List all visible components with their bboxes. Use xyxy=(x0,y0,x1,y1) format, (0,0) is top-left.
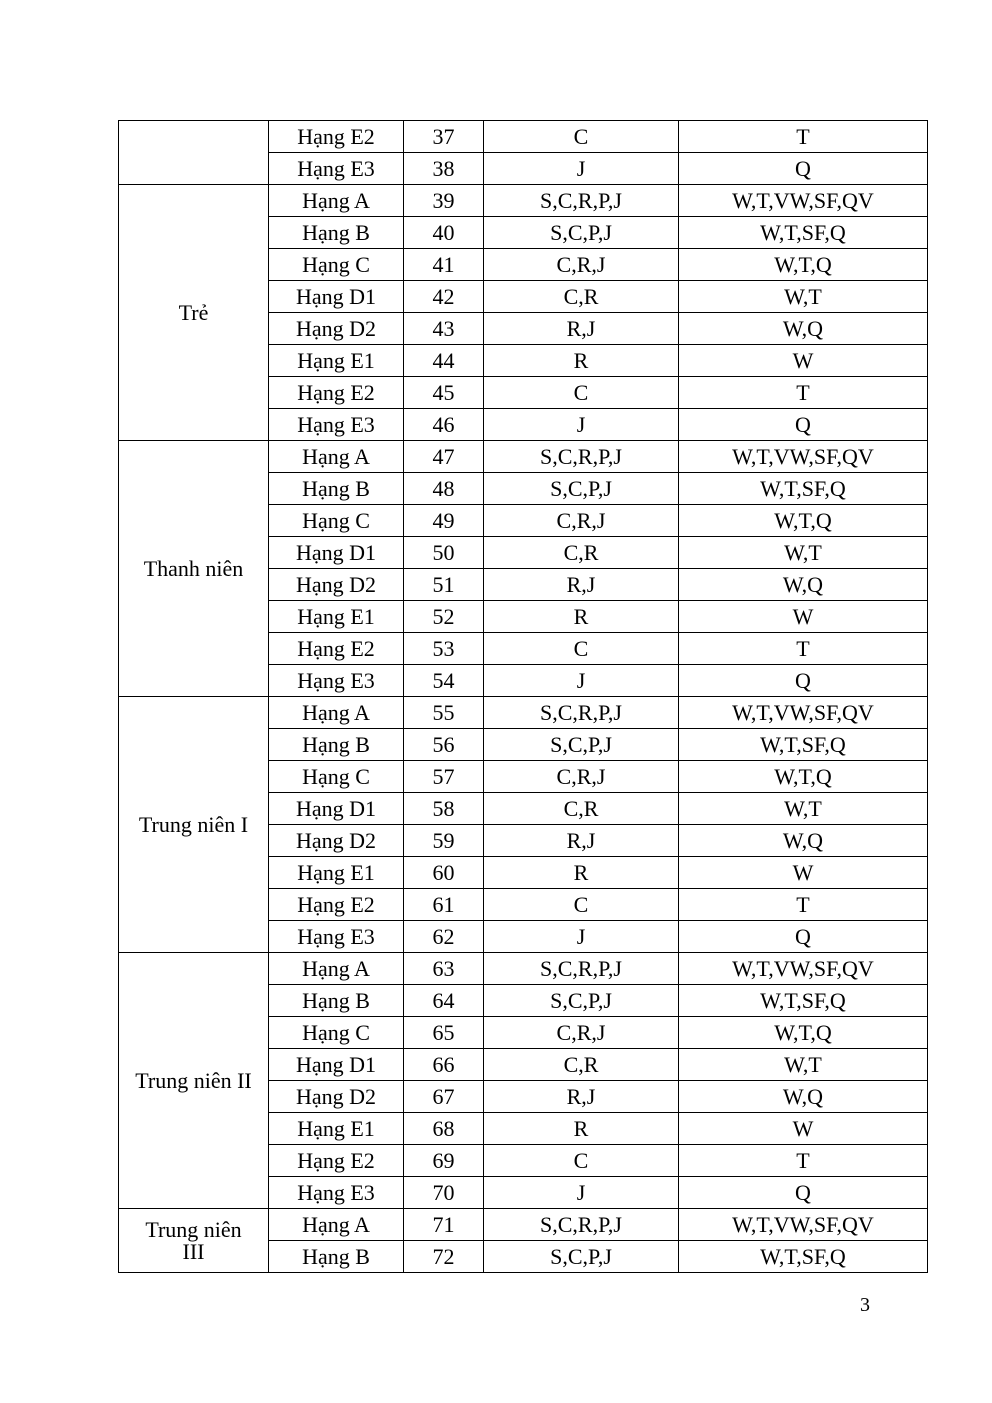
number-cell: 37 xyxy=(404,121,484,153)
rank-cell: Hạng C xyxy=(269,249,404,281)
events-a-cell: C xyxy=(484,633,679,665)
group-label-cell: Trung niên III xyxy=(119,1209,269,1273)
number-cell: 50 xyxy=(404,537,484,569)
rank-cell: Hạng A xyxy=(269,185,404,217)
number-cell: 40 xyxy=(404,217,484,249)
rank-cell: Hạng E1 xyxy=(269,601,404,633)
events-b-cell: W,T xyxy=(679,281,928,313)
events-b-cell: T xyxy=(679,889,928,921)
events-a-cell: R,J xyxy=(484,825,679,857)
number-cell: 42 xyxy=(404,281,484,313)
events-b-cell: W,T,SF,Q xyxy=(679,217,928,249)
events-b-cell: W,T xyxy=(679,793,928,825)
rank-cell: Hạng E3 xyxy=(269,409,404,441)
events-a-cell: C xyxy=(484,121,679,153)
events-b-cell: Q xyxy=(679,409,928,441)
table-row xyxy=(119,953,928,985)
rank-cell: Hạng E3 xyxy=(269,153,404,185)
events-b-cell: W,T xyxy=(679,537,928,569)
events-a-cell: R,J xyxy=(484,569,679,601)
events-b-cell: W,T,VW,SF,QV xyxy=(679,441,928,473)
rank-cell: Hạng B xyxy=(269,1241,404,1273)
number-cell: 71 xyxy=(404,1209,484,1241)
rank-cell: Hạng B xyxy=(269,729,404,761)
events-b-cell: T xyxy=(679,633,928,665)
events-b-cell: W,T,Q xyxy=(679,761,928,793)
events-b-cell: W,T,SF,Q xyxy=(679,729,928,761)
number-cell: 48 xyxy=(404,473,484,505)
rank-cell: Hạng E2 xyxy=(269,889,404,921)
number-cell: 57 xyxy=(404,761,484,793)
rank-cell: Hạng D2 xyxy=(269,1081,404,1113)
events-a-cell: C,R,J xyxy=(484,1017,679,1049)
rank-cell: Hạng D2 xyxy=(269,825,404,857)
number-cell: 47 xyxy=(404,441,484,473)
table-row xyxy=(119,185,928,217)
events-a-cell: C xyxy=(484,377,679,409)
number-cell: 49 xyxy=(404,505,484,537)
events-b-cell: W,T,SF,Q xyxy=(679,985,928,1017)
number-cell: 41 xyxy=(404,249,484,281)
number-cell: 72 xyxy=(404,1241,484,1273)
events-b-cell: W xyxy=(679,345,928,377)
rank-cell: Hạng E3 xyxy=(269,921,404,953)
rank-cell: Hạng E3 xyxy=(269,1177,404,1209)
events-a-cell: R,J xyxy=(484,1081,679,1113)
number-cell: 64 xyxy=(404,985,484,1017)
rank-cell: Hạng B xyxy=(269,217,404,249)
events-b-cell: W,Q xyxy=(679,313,928,345)
events-a-cell: S,C,P,J xyxy=(484,217,679,249)
events-b-cell: W,Q xyxy=(679,825,928,857)
rank-cell: Hạng C xyxy=(269,761,404,793)
events-a-cell: R xyxy=(484,1113,679,1145)
rank-cell: Hạng E1 xyxy=(269,1113,404,1145)
number-cell: 65 xyxy=(404,1017,484,1049)
group-label-cell: Trẻ xyxy=(119,185,269,441)
events-b-cell: W,T,VW,SF,QV xyxy=(679,185,928,217)
rank-cell: Hạng E2 xyxy=(269,1145,404,1177)
rank-cell: Hạng B xyxy=(269,985,404,1017)
events-b-cell: W,T,VW,SF,QV xyxy=(679,697,928,729)
events-a-cell: S,C,R,P,J xyxy=(484,697,679,729)
number-cell: 53 xyxy=(404,633,484,665)
events-a-cell: J xyxy=(484,409,679,441)
events-a-cell: C,R xyxy=(484,281,679,313)
table-row xyxy=(119,121,928,153)
events-a-cell: C,R,J xyxy=(484,505,679,537)
number-cell: 66 xyxy=(404,1049,484,1081)
events-b-cell: W xyxy=(679,857,928,889)
number-cell: 59 xyxy=(404,825,484,857)
page-number: 3 xyxy=(860,1294,870,1316)
events-b-cell: W,T,SF,Q xyxy=(679,1241,928,1273)
number-cell: 56 xyxy=(404,729,484,761)
rank-cell: Hạng D1 xyxy=(269,281,404,313)
events-b-cell: T xyxy=(679,121,928,153)
rank-cell: Hạng A xyxy=(269,441,404,473)
events-a-cell: J xyxy=(484,921,679,953)
number-cell: 38 xyxy=(404,153,484,185)
events-a-cell: S,C,P,J xyxy=(484,473,679,505)
events-b-cell: W xyxy=(679,601,928,633)
events-a-cell: R xyxy=(484,857,679,889)
rank-cell: Hạng A xyxy=(269,697,404,729)
group-label-cell: Trung niên I xyxy=(119,697,269,953)
rank-cell: Hạng E2 xyxy=(269,121,404,153)
events-b-cell: W,T,SF,Q xyxy=(679,473,928,505)
number-cell: 60 xyxy=(404,857,484,889)
rank-cell: Hạng D2 xyxy=(269,313,404,345)
events-a-cell: C,R,J xyxy=(484,249,679,281)
table-row xyxy=(119,441,928,473)
group-label-cell: Trung niên II xyxy=(119,953,269,1209)
rank-cell: Hạng D2 xyxy=(269,569,404,601)
events-a-cell: S,C,R,P,J xyxy=(484,953,679,985)
events-a-cell: S,C,R,P,J xyxy=(484,185,679,217)
events-b-cell: Q xyxy=(679,153,928,185)
group-label-cell xyxy=(119,121,269,185)
events-a-cell: C,R xyxy=(484,793,679,825)
events-b-cell: W,T,Q xyxy=(679,505,928,537)
events-a-cell: J xyxy=(484,1177,679,1209)
number-cell: 43 xyxy=(404,313,484,345)
rank-cell: Hạng D1 xyxy=(269,1049,404,1081)
number-cell: 62 xyxy=(404,921,484,953)
number-cell: 58 xyxy=(404,793,484,825)
events-b-cell: W,T,VW,SF,QV xyxy=(679,953,928,985)
rank-cell: Hạng E1 xyxy=(269,345,404,377)
events-a-cell: C,R xyxy=(484,537,679,569)
events-a-cell: C,R xyxy=(484,1049,679,1081)
rank-cell: Hạng A xyxy=(269,953,404,985)
rank-cell: Hạng C xyxy=(269,505,404,537)
number-cell: 39 xyxy=(404,185,484,217)
events-b-cell: W,T xyxy=(679,1049,928,1081)
events-a-cell: S,C,R,P,J xyxy=(484,1209,679,1241)
events-b-cell: T xyxy=(679,1145,928,1177)
events-b-cell: W,Q xyxy=(679,1081,928,1113)
number-cell: 44 xyxy=(404,345,484,377)
rank-cell: Hạng C xyxy=(269,1017,404,1049)
rank-cell: Hạng E1 xyxy=(269,857,404,889)
ranking-table xyxy=(118,120,928,1273)
table-row xyxy=(119,697,928,729)
events-b-cell: W,T,VW,SF,QV xyxy=(679,1209,928,1241)
events-b-cell: W,Q xyxy=(679,569,928,601)
number-cell: 46 xyxy=(404,409,484,441)
number-cell: 51 xyxy=(404,569,484,601)
events-a-cell: C,R,J xyxy=(484,761,679,793)
events-a-cell: J xyxy=(484,665,679,697)
table-row xyxy=(119,1209,928,1241)
number-cell: 69 xyxy=(404,1145,484,1177)
events-b-cell: W xyxy=(679,1113,928,1145)
rank-cell: Hạng E2 xyxy=(269,633,404,665)
number-cell: 63 xyxy=(404,953,484,985)
number-cell: 70 xyxy=(404,1177,484,1209)
rank-cell: Hạng D1 xyxy=(269,793,404,825)
events-a-cell: S,C,R,P,J xyxy=(484,441,679,473)
number-cell: 61 xyxy=(404,889,484,921)
events-a-cell: J xyxy=(484,153,679,185)
events-b-cell: W,T,Q xyxy=(679,1017,928,1049)
rank-cell: Hạng B xyxy=(269,473,404,505)
number-cell: 67 xyxy=(404,1081,484,1113)
events-b-cell: Q xyxy=(679,665,928,697)
group-label-cell: Thanh niên xyxy=(119,441,269,697)
events-a-cell: S,C,P,J xyxy=(484,1241,679,1273)
events-a-cell: S,C,P,J xyxy=(484,985,679,1017)
number-cell: 45 xyxy=(404,377,484,409)
rank-cell: Hạng D1 xyxy=(269,537,404,569)
events-b-cell: Q xyxy=(679,1177,928,1209)
number-cell: 52 xyxy=(404,601,484,633)
events-b-cell: T xyxy=(679,377,928,409)
rank-cell: Hạng E3 xyxy=(269,665,404,697)
events-a-cell: R,J xyxy=(484,313,679,345)
events-a-cell: R xyxy=(484,345,679,377)
events-a-cell: C xyxy=(484,889,679,921)
events-b-cell: W,T,Q xyxy=(679,249,928,281)
rank-cell: Hạng E2 xyxy=(269,377,404,409)
events-a-cell: S,C,P,J xyxy=(484,729,679,761)
number-cell: 68 xyxy=(404,1113,484,1145)
number-cell: 55 xyxy=(404,697,484,729)
events-b-cell: Q xyxy=(679,921,928,953)
rank-cell: Hạng A xyxy=(269,1209,404,1241)
events-a-cell: C xyxy=(484,1145,679,1177)
events-a-cell: R xyxy=(484,601,679,633)
number-cell: 54 xyxy=(404,665,484,697)
